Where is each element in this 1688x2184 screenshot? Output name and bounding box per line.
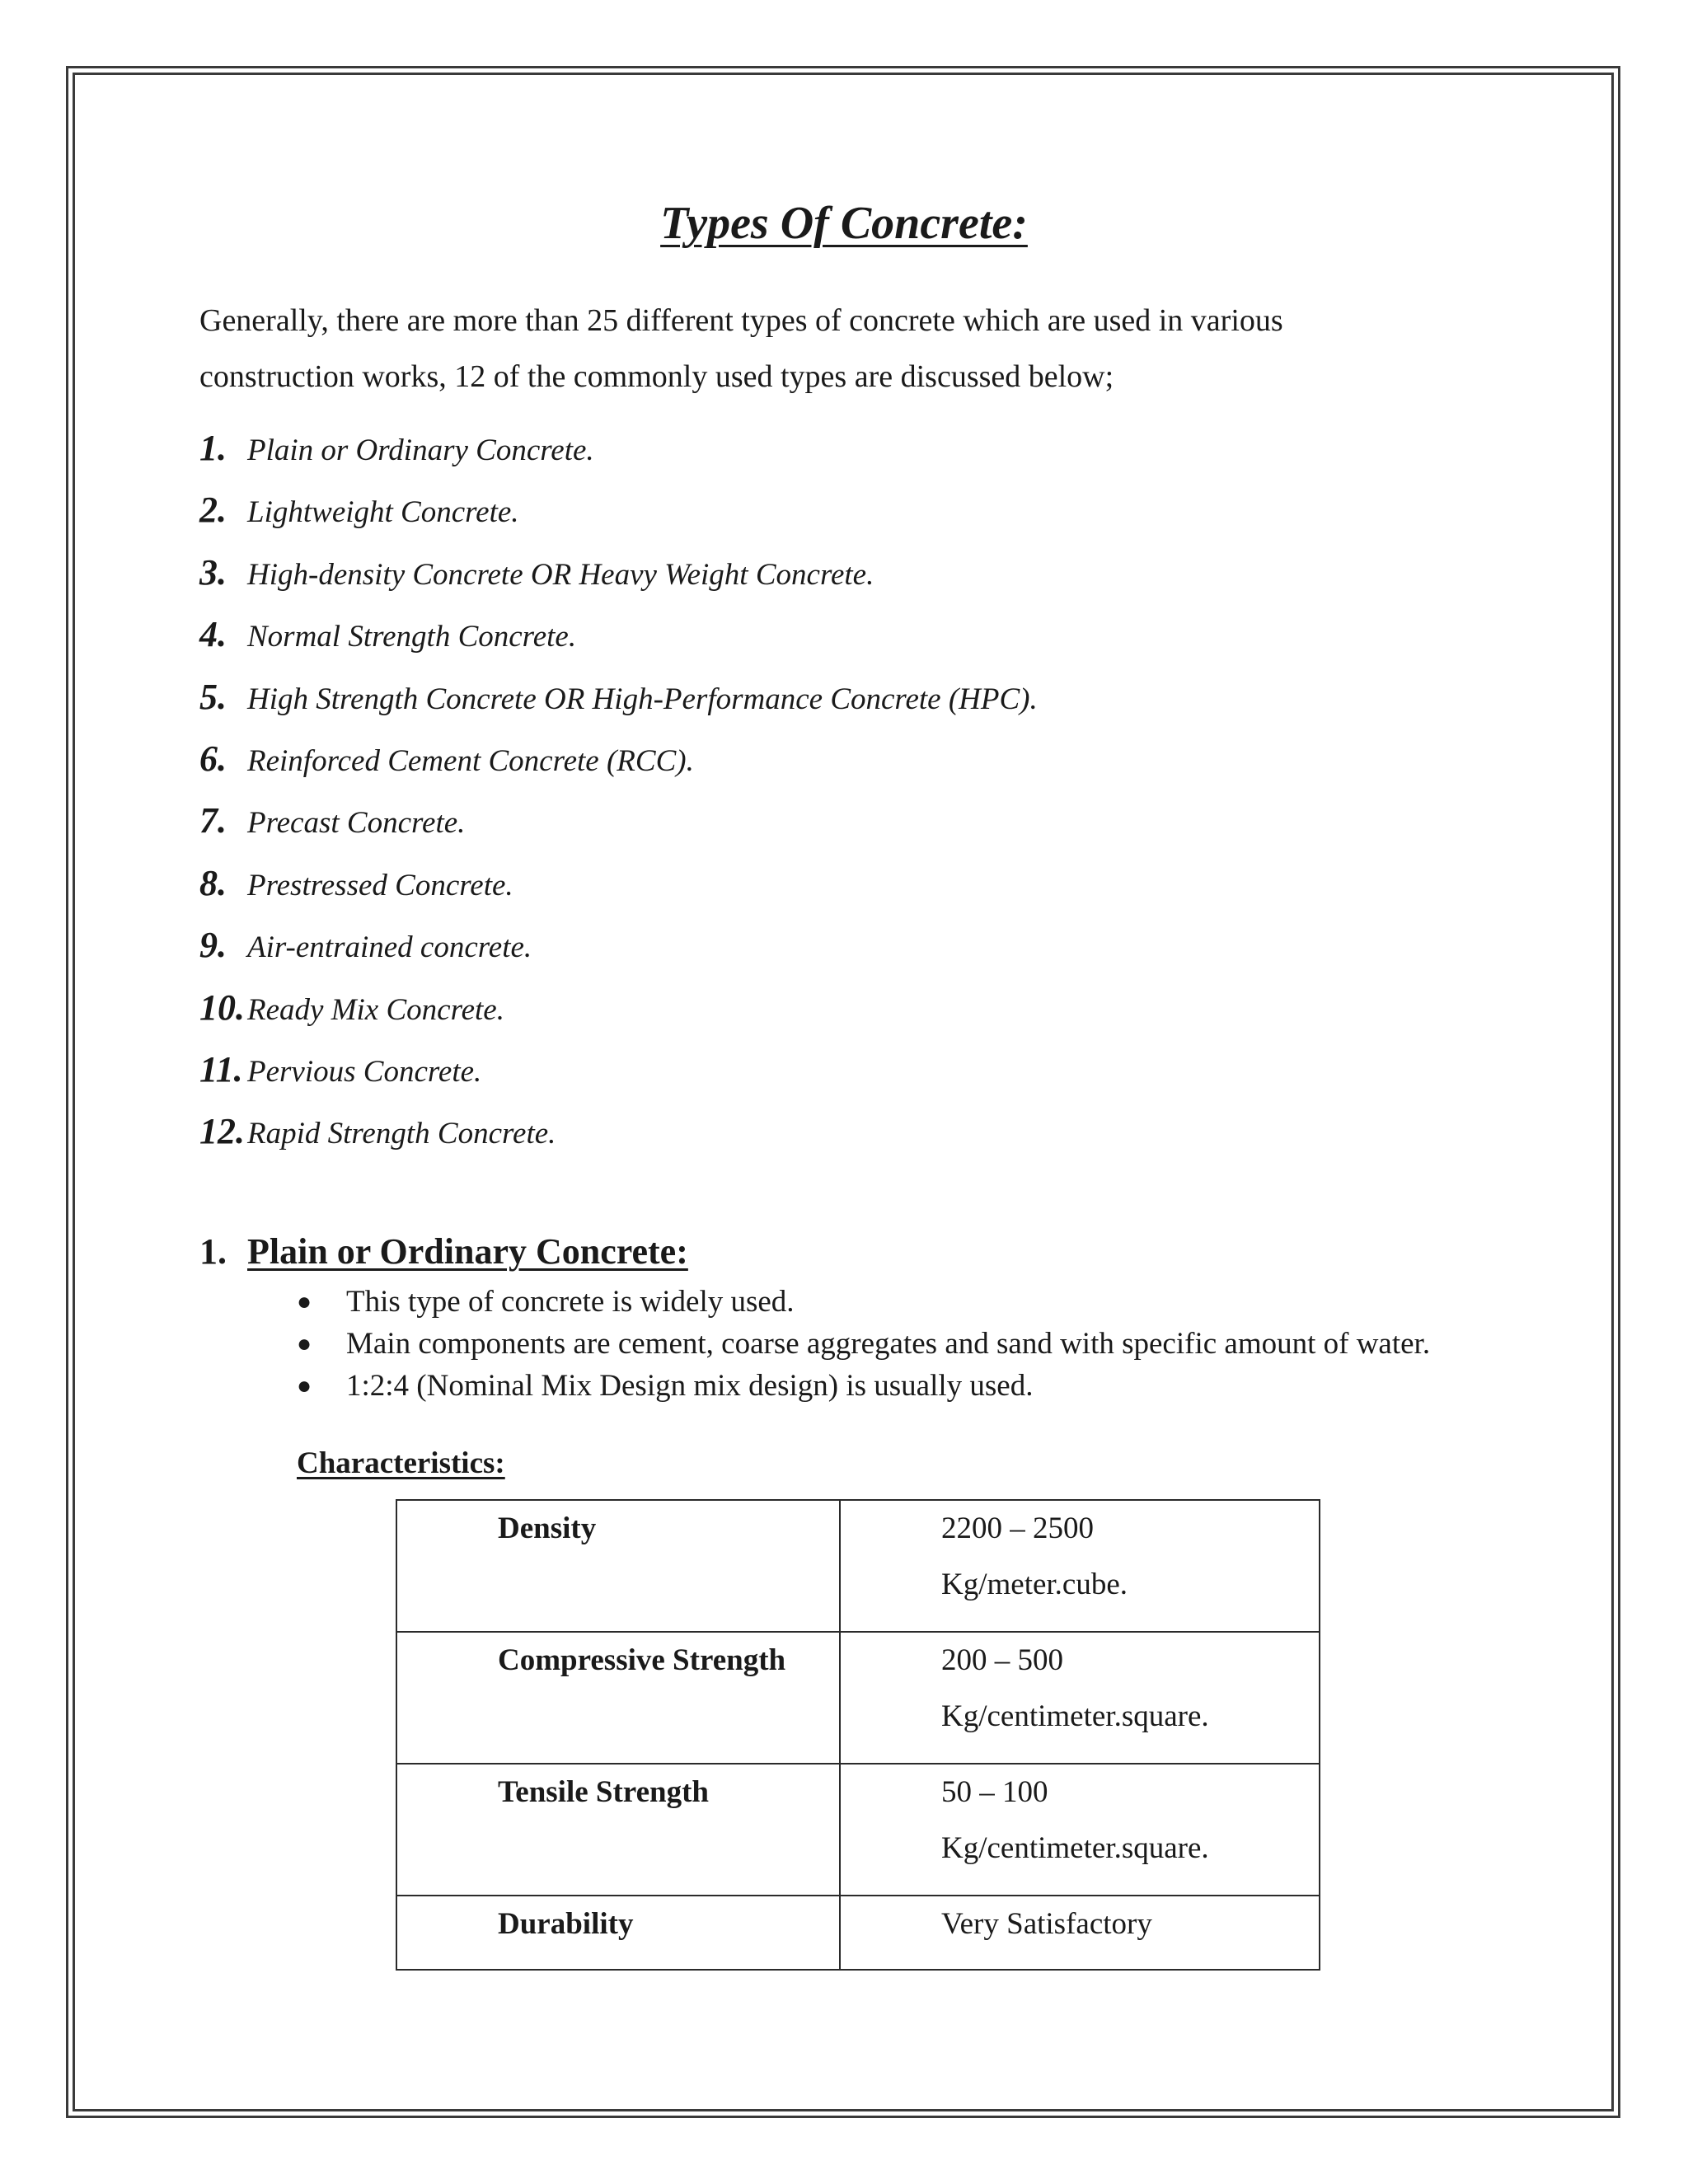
value-unit: Kg/centimeter.square.: [941, 1699, 1209, 1733]
list-item: [199, 1048, 1038, 1110]
table-row: [396, 1896, 1320, 1970]
value-line: 50 – 100: [941, 1775, 1048, 1809]
list-item: [199, 924, 1038, 986]
list-item: [199, 987, 1038, 1048]
table-cell-property: Density: [396, 1500, 840, 1632]
bullet-icon: ●: [297, 1330, 312, 1357]
bullet-text: Main components are cement, coarse aggregates and sand with specific amount of water.: [346, 1327, 1431, 1361]
list-item-text: Air-entrained concrete.: [247, 930, 532, 965]
characteristics-label: Characteristics:: [297, 1446, 505, 1480]
list-item: [199, 427, 1038, 489]
list-item-number: 1.: [199, 428, 227, 468]
table-row: [396, 1632, 1320, 1764]
value-unit: Kg/centimeter.square.: [941, 1831, 1209, 1865]
list-item-text: High Strength Concrete OR High-Performance Concrete (HPC).: [247, 682, 1038, 716]
bullet-item: [297, 1282, 1451, 1322]
section-bullets: [297, 1282, 1451, 1408]
list-item-number: 12.: [199, 1111, 245, 1152]
table-cell-property: Compressive Strength: [396, 1632, 840, 1764]
table-row: [396, 1500, 1320, 1632]
list-item-text: Pervious Concrete.: [247, 1054, 482, 1089]
list-item-text: Plain or Ordinary Concrete.: [247, 434, 594, 467]
list-item-number: 5.: [199, 676, 227, 717]
list-item-number: 11.: [199, 1048, 243, 1090]
list-item-text: Rapid Strength Concrete.: [247, 1117, 556, 1151]
list-item-text: Lightweight Concrete.: [247, 495, 519, 530]
table-cell-value: [840, 1764, 1320, 1896]
bullet-item: [297, 1366, 1451, 1406]
list-item-number: 3.: [199, 551, 227, 593]
value-line: 2200 – 2500: [941, 1511, 1094, 1545]
list-item-number: 9.: [199, 925, 227, 966]
list-item: [199, 738, 1038, 799]
list-item-text: Precast Concrete.: [247, 806, 466, 841]
table-row: [396, 1764, 1320, 1896]
characteristics-table: [396, 1499, 1320, 1971]
list-item-number: 4.: [199, 614, 227, 655]
bullet-item: [297, 1324, 1451, 1364]
section-title: Plain or Ordinary Concrete:: [247, 1231, 688, 1272]
list-item-text: Normal Strength Concrete.: [247, 620, 577, 654]
list-item: [199, 799, 1038, 861]
bullet-icon: ●: [297, 1288, 312, 1315]
table-cell-value: [840, 1500, 1320, 1632]
bullet-icon: ●: [297, 1372, 312, 1399]
list-item-number: 2.: [199, 490, 227, 531]
list-item: [199, 1110, 1038, 1172]
list-item: [199, 676, 1038, 738]
list-item: [199, 862, 1038, 924]
table-cell-value: [840, 1632, 1320, 1764]
list-item: [199, 613, 1038, 675]
bullet-text: This type of concrete is widely used.: [346, 1285, 795, 1319]
list-item-text: High-density Concrete OR Heavy Weight Concrete.: [247, 557, 874, 592]
value-line: 200 – 500: [941, 1643, 1063, 1677]
list-item-text: Ready Mix Concrete.: [247, 992, 504, 1027]
value-unit: Kg/meter.cube.: [941, 1568, 1128, 1601]
value-line: Very Satisfactory: [941, 1907, 1152, 1941]
page-title: Types Of Concrete:: [660, 198, 1028, 249]
list-item-number: 10.: [199, 987, 245, 1028]
table-cell-value: [840, 1896, 1320, 1970]
concrete-types-list: [199, 427, 1038, 1173]
list-item: [199, 551, 1038, 613]
section-heading: [199, 1230, 688, 1274]
table-cell-property: Tensile Strength: [396, 1764, 840, 1896]
list-item-number: 6.: [199, 738, 227, 779]
intro-paragraph: Generally, there are more than 25 different types of concrete which are used in various construction works, 12 of the commonly used types are discussed below;: [199, 303, 1283, 394]
list-item-number: 7.: [199, 800, 227, 841]
list-item-text: Reinforced Cement Concrete (RCC).: [247, 743, 694, 778]
bullet-text: 1:2:4 (Nominal Mix Design mix design) is usually used.: [346, 1369, 1034, 1403]
list-item-number: 8.: [199, 862, 227, 903]
table-cell-property: Durability: [396, 1896, 840, 1970]
section-number: 1.: [199, 1231, 227, 1272]
list-item: [199, 489, 1038, 551]
list-item-text: Prestressed Concrete.: [247, 868, 513, 902]
